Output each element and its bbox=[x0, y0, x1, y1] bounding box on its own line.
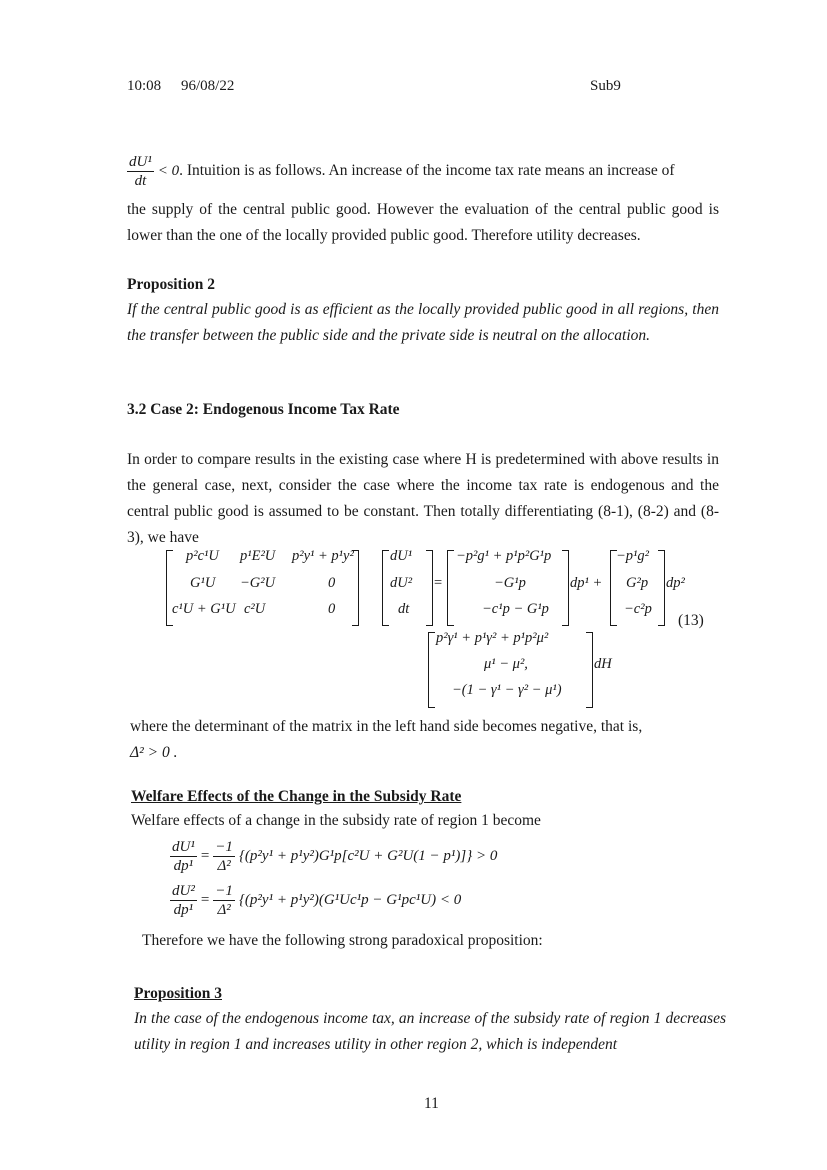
eq1-body: {(p²y¹ + p¹y²)G¹p[c²U + G²U(1 − p¹)]} > 0 bbox=[238, 848, 498, 864]
eq2-lhs-num: dU² bbox=[172, 883, 195, 899]
intro-ineq: < 0 bbox=[157, 163, 180, 180]
rhs2-right-bracket bbox=[658, 550, 665, 626]
intro-line1: . Intuition is as follows. An increase of the income tax rate means an increase of bbox=[179, 162, 675, 180]
rhs1-left-bracket bbox=[447, 550, 454, 626]
m-1-1: p²c¹U bbox=[186, 548, 219, 564]
proposition-2-text: If the central public good is as efficient as the locally provided public good in all regions, then the transfer between the public side and the private side is neutral on the allocation. bbox=[127, 301, 719, 344]
eq1-lhs bbox=[170, 838, 197, 875]
eq2-equals: = bbox=[200, 892, 210, 908]
m-3-3: 0 bbox=[328, 601, 336, 617]
intro-fraction bbox=[127, 153, 154, 190]
intro-frac-den: dt bbox=[134, 173, 147, 189]
header-doc-name: Sub9 bbox=[590, 78, 621, 94]
eq1-lhs-den: dp¹ bbox=[173, 858, 194, 874]
rhs3-2: μ¹ − μ², bbox=[484, 656, 528, 672]
m-1-2: p¹E²U bbox=[240, 548, 276, 564]
welfare-equation-1 bbox=[170, 838, 497, 875]
m-3-2: c²U bbox=[244, 601, 266, 617]
vector-right-bracket bbox=[426, 550, 433, 626]
dH-term: dH bbox=[594, 656, 612, 672]
after-eq-line2: Δ² > 0 . bbox=[130, 744, 178, 761]
dp2-term: dp² bbox=[666, 575, 685, 591]
rhs1-right-bracket bbox=[562, 550, 569, 626]
intro-paragraph bbox=[127, 153, 727, 190]
eq1-rhs bbox=[213, 838, 235, 875]
eq2-lhs-den: dp¹ bbox=[173, 902, 194, 918]
rhs3-1: p²γ¹ + p¹γ² + p¹p²μ² bbox=[436, 630, 549, 646]
eq2-rhs-den: Δ² bbox=[217, 902, 231, 918]
intro-frac-num: dU¹ bbox=[129, 154, 152, 170]
welfare-equation-2 bbox=[170, 882, 461, 919]
proposition-3-title: Proposition 3 bbox=[134, 985, 222, 1002]
intro-rest: the supply of the central public good. However the evaluation of the central public good is lower than the one of the locally provided public good. Therefore utility decreases. bbox=[127, 201, 719, 244]
rhs2-3: −c²p bbox=[624, 601, 652, 617]
eq2-body: {(p²y¹ + p¹y²)(G¹Uc¹p − G¹pc¹U) < 0 bbox=[238, 892, 462, 908]
equation-number: (13) bbox=[678, 612, 704, 629]
rhs3-3: −(1 − γ¹ − γ² − μ¹) bbox=[452, 682, 562, 698]
eq1-equals: = bbox=[200, 848, 210, 864]
vector-left-bracket bbox=[382, 550, 389, 626]
rhs1-2: −G¹p bbox=[494, 575, 526, 591]
m-2-1: G¹U bbox=[190, 575, 216, 591]
v-3: dt bbox=[398, 601, 410, 617]
rhs3-left-bracket bbox=[428, 632, 435, 708]
m-2-2: −G²U bbox=[240, 575, 276, 591]
m-1-3: p²y¹ + p¹y² bbox=[292, 548, 354, 564]
eq1-lhs-num: dU¹ bbox=[172, 839, 195, 855]
after-eq-line1: where the determinant of the matrix in the left hand side becomes negative, that is, bbox=[130, 718, 643, 735]
page-number: 11 bbox=[424, 1095, 439, 1112]
v-1: dU¹ bbox=[390, 548, 413, 564]
rhs2-2: G²p bbox=[626, 575, 649, 591]
welfare-intro: Welfare effects of a change in the subsidy rate of region 1 become bbox=[131, 812, 541, 829]
m-3-1: c¹U + G¹U bbox=[172, 601, 236, 617]
rhs1-3: −c¹p − G¹p bbox=[482, 601, 549, 617]
rhs3-right-bracket bbox=[586, 632, 593, 708]
rhs1-1: −p²g¹ + p¹p²G¹p bbox=[456, 548, 552, 564]
equals-sign: = bbox=[434, 575, 443, 591]
v-2: dU² bbox=[390, 575, 413, 591]
eq2-rhs-num: −1 bbox=[215, 883, 233, 899]
m-2-3: 0 bbox=[328, 575, 336, 591]
header-date: 96/08/22 bbox=[181, 78, 235, 94]
proposition-3-text: In the case of the endogenous income tax, an increase of the subsidy rate of region 1 decreases utility in region 1 and increases utility in other region 2, which is independent bbox=[134, 1010, 726, 1053]
eq1-rhs-den: Δ² bbox=[217, 858, 231, 874]
eq2-rhs bbox=[213, 882, 235, 919]
section-text: In order to compare results in the existing case where H is predetermined with above results in the general case, next, consider the case where the income tax rate is endogenous and the central public good is assumed to be constant. Then totally differentiating (8-1), (8-2) and (8-3), we have bbox=[127, 451, 719, 546]
dp1-term: dp¹ + bbox=[570, 575, 603, 591]
eq1-rhs-num: −1 bbox=[215, 839, 233, 855]
rhs2-1: −p¹g² bbox=[616, 548, 649, 564]
proposition-2-title: Proposition 2 bbox=[127, 276, 215, 293]
welfare-title: Welfare Effects of the Change in the Subsidy Rate bbox=[131, 788, 462, 805]
welfare-conclusion: Therefore we have the following strong paradoxical proposition: bbox=[142, 932, 543, 949]
header-time: 10:08 bbox=[127, 78, 162, 94]
section-title: 3.2 Case 2: Endogenous Income Tax Rate bbox=[127, 401, 400, 418]
eq2-lhs bbox=[170, 882, 197, 919]
